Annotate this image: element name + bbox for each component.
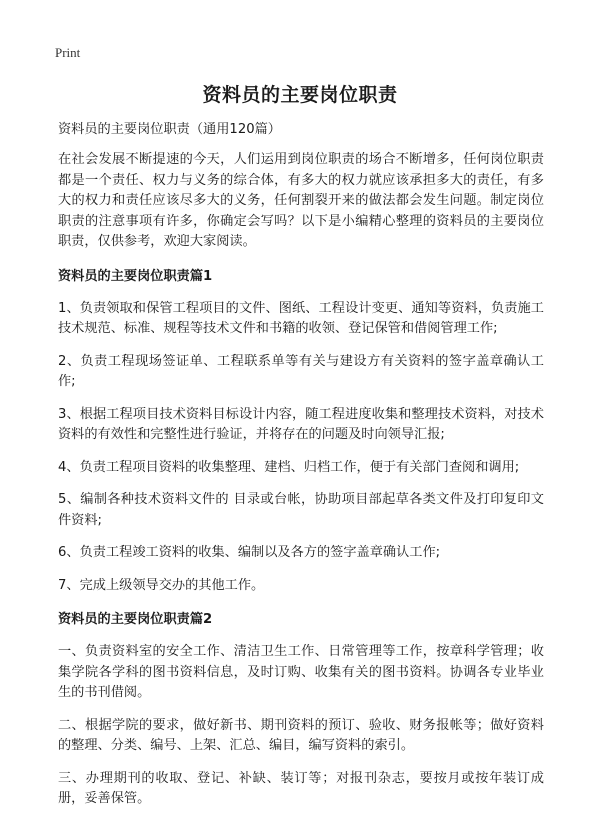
document-body <box>58 120 544 822</box>
list-item: 二、根据学院的要求，做好新书、期刊资料的预订、验收、财务报帐等；做好资料的整理、分类、编号、上架、汇总、编目，编写资料的索引。 <box>58 717 544 753</box>
print-label: Print <box>55 45 81 60</box>
list-item: 一、负责资料室的安全工作、清洁卫生工作、日常管理等工作，按章科学管理；收集学院各学科的图书资料信息，及时订购、收集有关的图书资料。协调各专业毕业生的书刊借阅。 <box>58 644 544 700</box>
intro-paragraph: 在社会发展不断提速的今天，人们运用到岗位职责的场合不断增多，任何岗位职责都是一个责任、权力与义务的综合体，有多大的权力就应该承担多大的责任，有多大的权力和责任应该尽多大的义务，任何割裂开来的做法都会发生问题。制定岗位职责的注意事项有许多，你确定会写吗？以下是小编精心整理的资料员的主要岗位职责，仅供参考，欢迎大家阅读。 <box>58 152 544 249</box>
section-heading: 资料员的主要岗位职责篇1 <box>58 268 213 284</box>
list-item: 1、负责领取和保管工程项目的文件、图纸、工程设计变更、通知等资料，负责施工技术规范、标准、规程等技术文件和书籍的收领、登记保管和借阅管理工作; <box>58 300 544 336</box>
document-title: 资料员的主要岗位职责 <box>202 84 398 106</box>
list-item: 7、完成上级领导交办的其他工作。 <box>58 577 265 593</box>
list-item: 5、编制各种技术资料文件的 目录或台帐，协助项目部起草各类文件及打印复印文件资料; <box>58 492 544 528</box>
document-subtitle: 资料员的主要岗位职责（通用120篇） <box>58 122 281 137</box>
list-item: 4、负责工程项目资料的收集整理、建档、归档工作，便于有关部门查阅和调用; <box>58 459 520 475</box>
list-item: 三、办理期刊的收取、登记、补缺、装订等；对报刊杂志，要按月或按年装订成册，妥善保管。 <box>58 770 544 806</box>
list-item: 6、负责工程竣工资料的收集、编制以及各方的签字盖章确认工作; <box>58 545 441 560</box>
list-item: 3、根据工程项目技术资料目标设计内容，随工程进度收集和整理技术资料，对技术资料的有效性和完整性进行验证，并将存在的问题及时向领导汇报; <box>58 406 544 442</box>
list-item: 2、负责工程现场签证单、工程联系单等有关与建设方有关资料的签字盖章确认工作; <box>58 353 544 389</box>
section-heading: 资料员的主要岗位职责篇2 <box>58 612 213 627</box>
